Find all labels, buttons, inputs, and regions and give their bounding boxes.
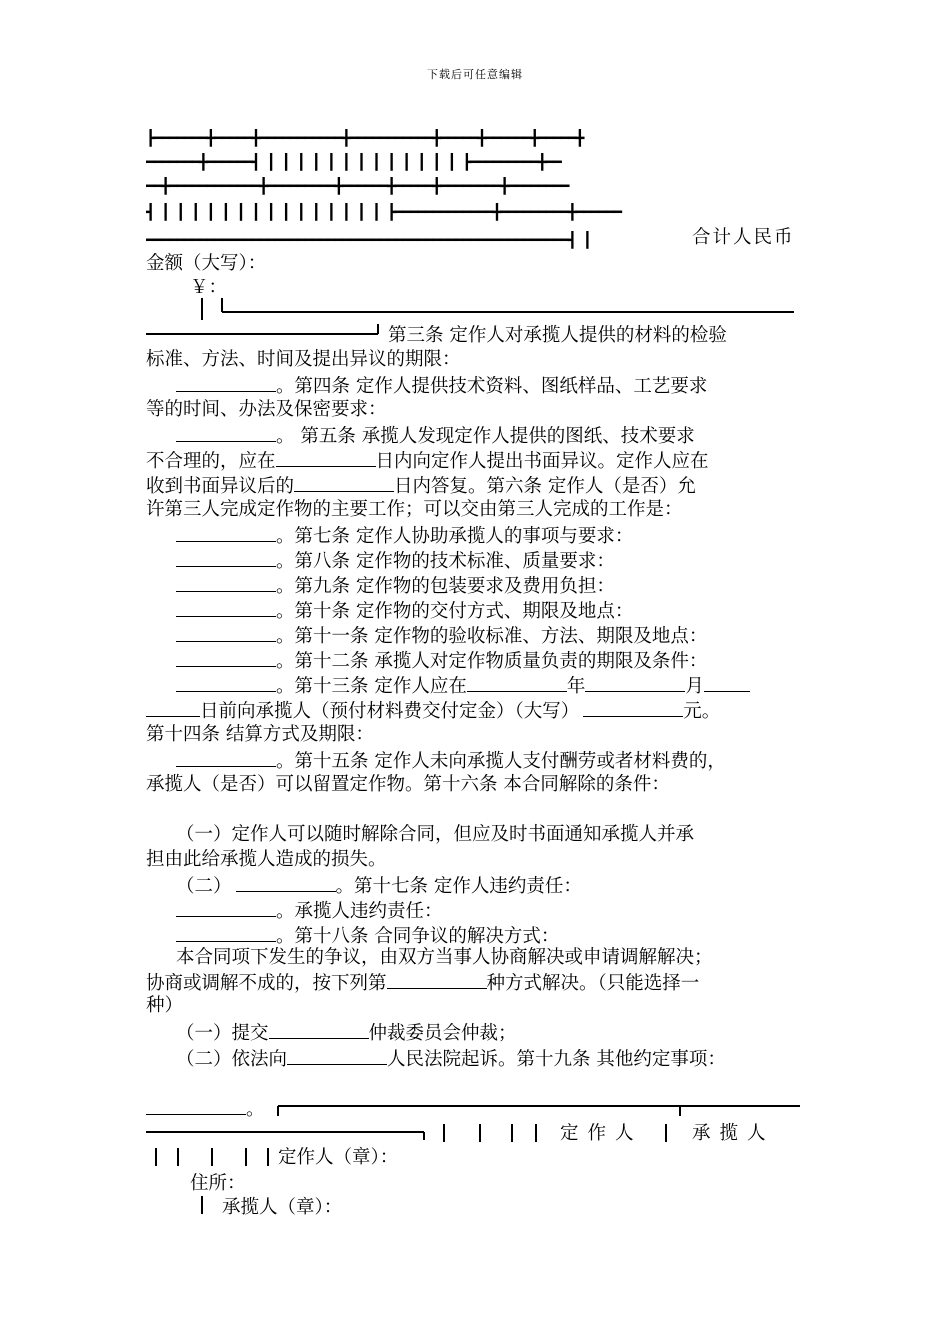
yuan-sign-label: ￥： bbox=[190, 277, 228, 298]
customer-column-label: 定作人 bbox=[560, 1123, 643, 1144]
dispute-resolution-text: 种） bbox=[146, 995, 184, 1016]
address-label: 住所： bbox=[190, 1173, 246, 1194]
article-10-heading: 。第十条 定作物的交付方式、期限及地点： bbox=[276, 601, 634, 622]
article-5-text: 日内向定作人提出书面异议。定作人应在 bbox=[375, 451, 709, 472]
blank-field bbox=[704, 673, 750, 692]
article-12-heading: 。第十二条 承揽人对定作物质量负责的期限及条件： bbox=[276, 651, 708, 672]
blank-field bbox=[287, 1046, 387, 1065]
blank-field bbox=[146, 1096, 246, 1115]
article-8-heading: 。第八条 定作物的技术标准、质量要求： bbox=[276, 551, 615, 572]
year-label: 年 bbox=[566, 676, 586, 697]
customer-seal-label: 定作人（章）： bbox=[278, 1147, 399, 1168]
table-rule-row-4: ┫ ┃ ┃ ┃ ┃ ┃ ┃ ┃ ┃ ┃ ┃ ┃ ┃ ┃ ┃ ┃ ┣━━━━━━━━━━━━━╋━━━━━━━━━╋━━━━━━ bbox=[146, 203, 621, 221]
article-17-heading: 。第十七条 定作人违约责任： bbox=[335, 876, 582, 897]
month-label: 月 bbox=[685, 676, 704, 697]
dispute-resolution-text: 种方式解决。（只能选择一 bbox=[486, 973, 700, 994]
blank-field bbox=[176, 898, 276, 917]
arbitration-option: （一）提交 bbox=[176, 1023, 269, 1044]
dispute-resolution-text: 本合同项下发生的争议，由双方当事人协商解决或申请调解解决； bbox=[176, 947, 713, 968]
article-9-heading: 。第九条 定作物的包装要求及费用负担： bbox=[276, 576, 615, 597]
article-4-heading: 。第四条 定作人提供技术资料、图纸样品、工艺要求 bbox=[276, 376, 708, 397]
article-14-heading: 第十四条 结算方式及期限： bbox=[146, 724, 374, 745]
table-rule-row-1: ┣━━━━━━━╋━━━━━╋━━━━━━━━━━━╋━━━━━━━━━━━╋━━━━━╋━━━━━━╋━━━━━╋ bbox=[146, 129, 583, 147]
blank-field bbox=[176, 548, 276, 567]
blank-field bbox=[176, 623, 276, 642]
blank-field bbox=[176, 423, 276, 442]
article-4-text: 等的时间、办法及保密要求： bbox=[146, 399, 387, 420]
dispute-resolution-text: 协商或调解不成的，按下列第 bbox=[146, 973, 387, 994]
table-rule-row-3: ━━╋━━━━━━━━━━━━╋━━━━━━━━━╋━━━━━━╋━━━━━╋━━━━━━━━╋━━━━━━━━ bbox=[146, 177, 568, 195]
blank-field bbox=[583, 698, 683, 717]
yuan-label: 元。 bbox=[683, 701, 721, 722]
article-15-heading: 。第十五条 定作人未向承揽人支付酬劳或者材料费的， bbox=[276, 751, 726, 772]
article-13-text: 日前向承揽人（预付材料费交付定金）（大写） bbox=[200, 701, 580, 722]
blank-field bbox=[276, 448, 376, 467]
article-16-clause-1-cont: 担由此给承揽人造成的损失。 bbox=[146, 849, 387, 870]
table-rule-row-2: ━━━━━━━╋━━━━━━┫ ┃ ┃ ┃ ┃ ┃ ┃ ┃ ┃ ┃ ┃ ┃ ┃ ┃ ┣━━━━━━━━━╋━━ bbox=[146, 153, 561, 171]
end-mark: 。 bbox=[246, 1099, 265, 1120]
page-header-note: 下载后可任意编辑 bbox=[427, 68, 523, 81]
article-3-heading: 第三条 定作人对承揽人提供的材料的检验 bbox=[388, 325, 727, 346]
article-6-heading: 日内答复。第六条 定作人（是否）允 bbox=[394, 476, 696, 497]
blank-field bbox=[467, 673, 567, 692]
article-19-heading: 人民法院起诉。第十九条 其他约定事项： bbox=[387, 1049, 726, 1070]
blank-field bbox=[176, 923, 276, 942]
blank-field bbox=[176, 673, 276, 692]
arbitration-option: 仲裁委员会仲裁； bbox=[368, 1023, 517, 1044]
contractor-liability-label: 。承揽人违约责任： bbox=[276, 901, 443, 922]
article-3-text: 标准、方法、时间及提出异议的期限： bbox=[146, 349, 461, 370]
blank-field bbox=[387, 970, 487, 989]
article-16-clause-2: （二） bbox=[176, 876, 232, 897]
total-rmb-label: 合计人民币 bbox=[692, 227, 795, 248]
blank-field bbox=[236, 873, 336, 892]
blank-field bbox=[176, 598, 276, 617]
table-rule-row-5: ━━━━━━━━━━━━━━━━━━━━━━━━━━━━━━━━━━━━━━━━━━━━━━━━━━━━━━━━┫ ┃ bbox=[146, 231, 591, 249]
contractor-seal-label: 承揽人（章）： bbox=[222, 1197, 343, 1218]
blank-field bbox=[176, 573, 276, 592]
article-11-heading: 。第十一条 定作物的验收标准、方法、期限及地点： bbox=[276, 626, 708, 647]
blank-field bbox=[176, 373, 276, 392]
blank-field bbox=[146, 698, 200, 717]
blank-field bbox=[585, 673, 685, 692]
contractor-column-label: 承揽人 bbox=[692, 1123, 775, 1144]
article-6-text: 许第三人完成定作物的主要工作；可以交由第三人完成的工作是： bbox=[146, 499, 683, 520]
blank-field bbox=[294, 473, 394, 492]
article-5-text: 不合理的，应在 bbox=[146, 451, 276, 472]
article-5-text: 收到书面异议后的 bbox=[146, 476, 295, 497]
blank-field bbox=[176, 523, 276, 542]
amount-uppercase-label: 金额（大写）： bbox=[146, 253, 267, 274]
blank-field bbox=[176, 648, 276, 667]
article-13-heading: 。第十三条 定作人应在 bbox=[276, 676, 467, 697]
blank-field bbox=[176, 748, 276, 767]
article-16-heading: 承揽人（是否）可以留置定作物。第十六条 本合同解除的条件： bbox=[146, 774, 670, 795]
article-16-clause-1: （一）定作人可以随时解除合同，但应及时书面通知承揽人并承 bbox=[176, 824, 695, 845]
article-18-heading: 。第十八条 合同争议的解决方式： bbox=[276, 926, 560, 947]
article-7-heading: 。第七条 定作人协助承揽人的事项与要求： bbox=[276, 526, 634, 547]
article-5-heading: 。 第五条 承揽人发现定作人提供的图纸、技术要求 bbox=[276, 426, 695, 447]
litigation-option: （二）依法向 bbox=[176, 1049, 288, 1070]
blank-field bbox=[269, 1020, 369, 1039]
